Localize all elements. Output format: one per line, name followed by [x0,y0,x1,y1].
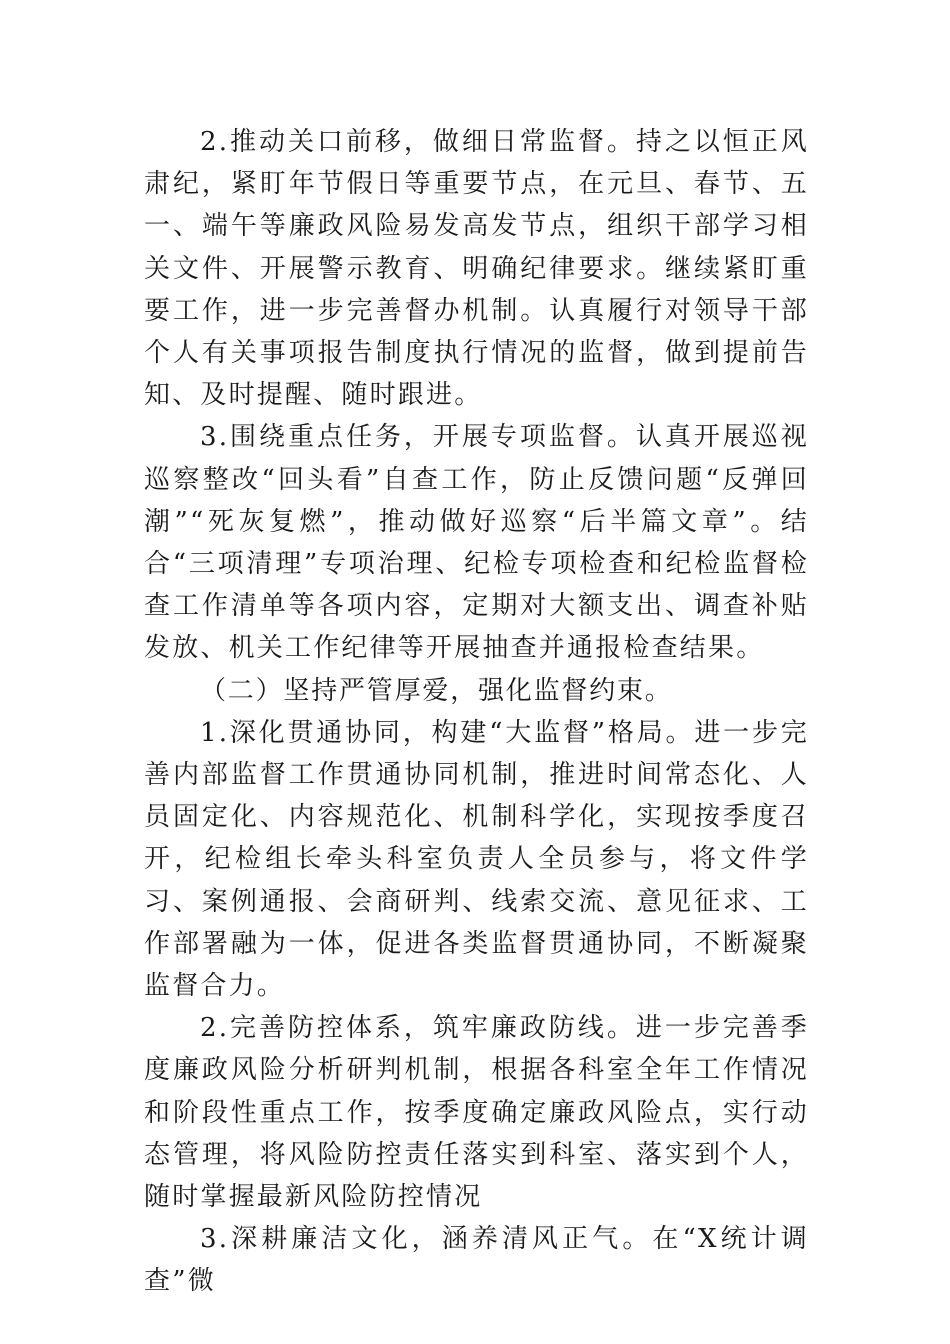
document-body [144,121,809,1303]
paragraph-clean-culture: 3.深耕廉洁文化，涵养清风正气。在“X统计调查”微 [144,1224,809,1297]
paragraph-special-supervision: 3.围绕重点任务，开展专项监督。认真开展巡视巡察整改“回头看”自查工作，防止反馈问题“反弹回潮”“死灰复燃”，推动做好巡察“后半篇文章”。结合“三项清理”专项治理、纪检专项检查和纪检监督检查工作清单等各项内容，定期对大额支出、调查补贴发放、机关工作纪律等开展抽查并通报检查结果。 [144,422,809,664]
section-heading: （二）坚持严管厚爱，强化监督约束。 [200,675,673,706]
paragraph-supervision-daily: 2.推动关口前移，做细日常监督。持之以恒正风肃纪，紧盯年节假日等重要节点，在元旦、春节、五一、端午等廉政风险易发高发节点，组织干部学习相关文件、开展警示教育、明确纪律要求。继续紧盯重要工作，进一步完善督办机制。认真履行对领导干部个人有关事项报告制度执行情况的监督，做到提前告知、及时提醒、随时跟进。 [144,127,809,411]
paragraph-risk-control: 2.完善防控体系，筑牢廉政防线。进一步完善季度廉政风险分析研判机制，根据各科室全年工作情况和阶段性重点工作，按季度确定廉政风险点，实行动态管理，将风险防控责任落实到科室、落实到个人，随时掌握最新风险防控情况 [144,1013,809,1213]
paragraph-big-supervision: 1.深化贯通协同，构建“大监督”格局。进一步完善内部监督工作贯通协同机制，推进时间常态化、人员固定化、内容规范化、机制科学化，实现按季度召开，纪检组长牵头科室负责人全员参与，将文件学习、案例通报、会商研判、线索交流、意见征求、工作部署融为一体，促进各类监督贯通协同，不断凝聚监督合力。 [144,717,809,1002]
